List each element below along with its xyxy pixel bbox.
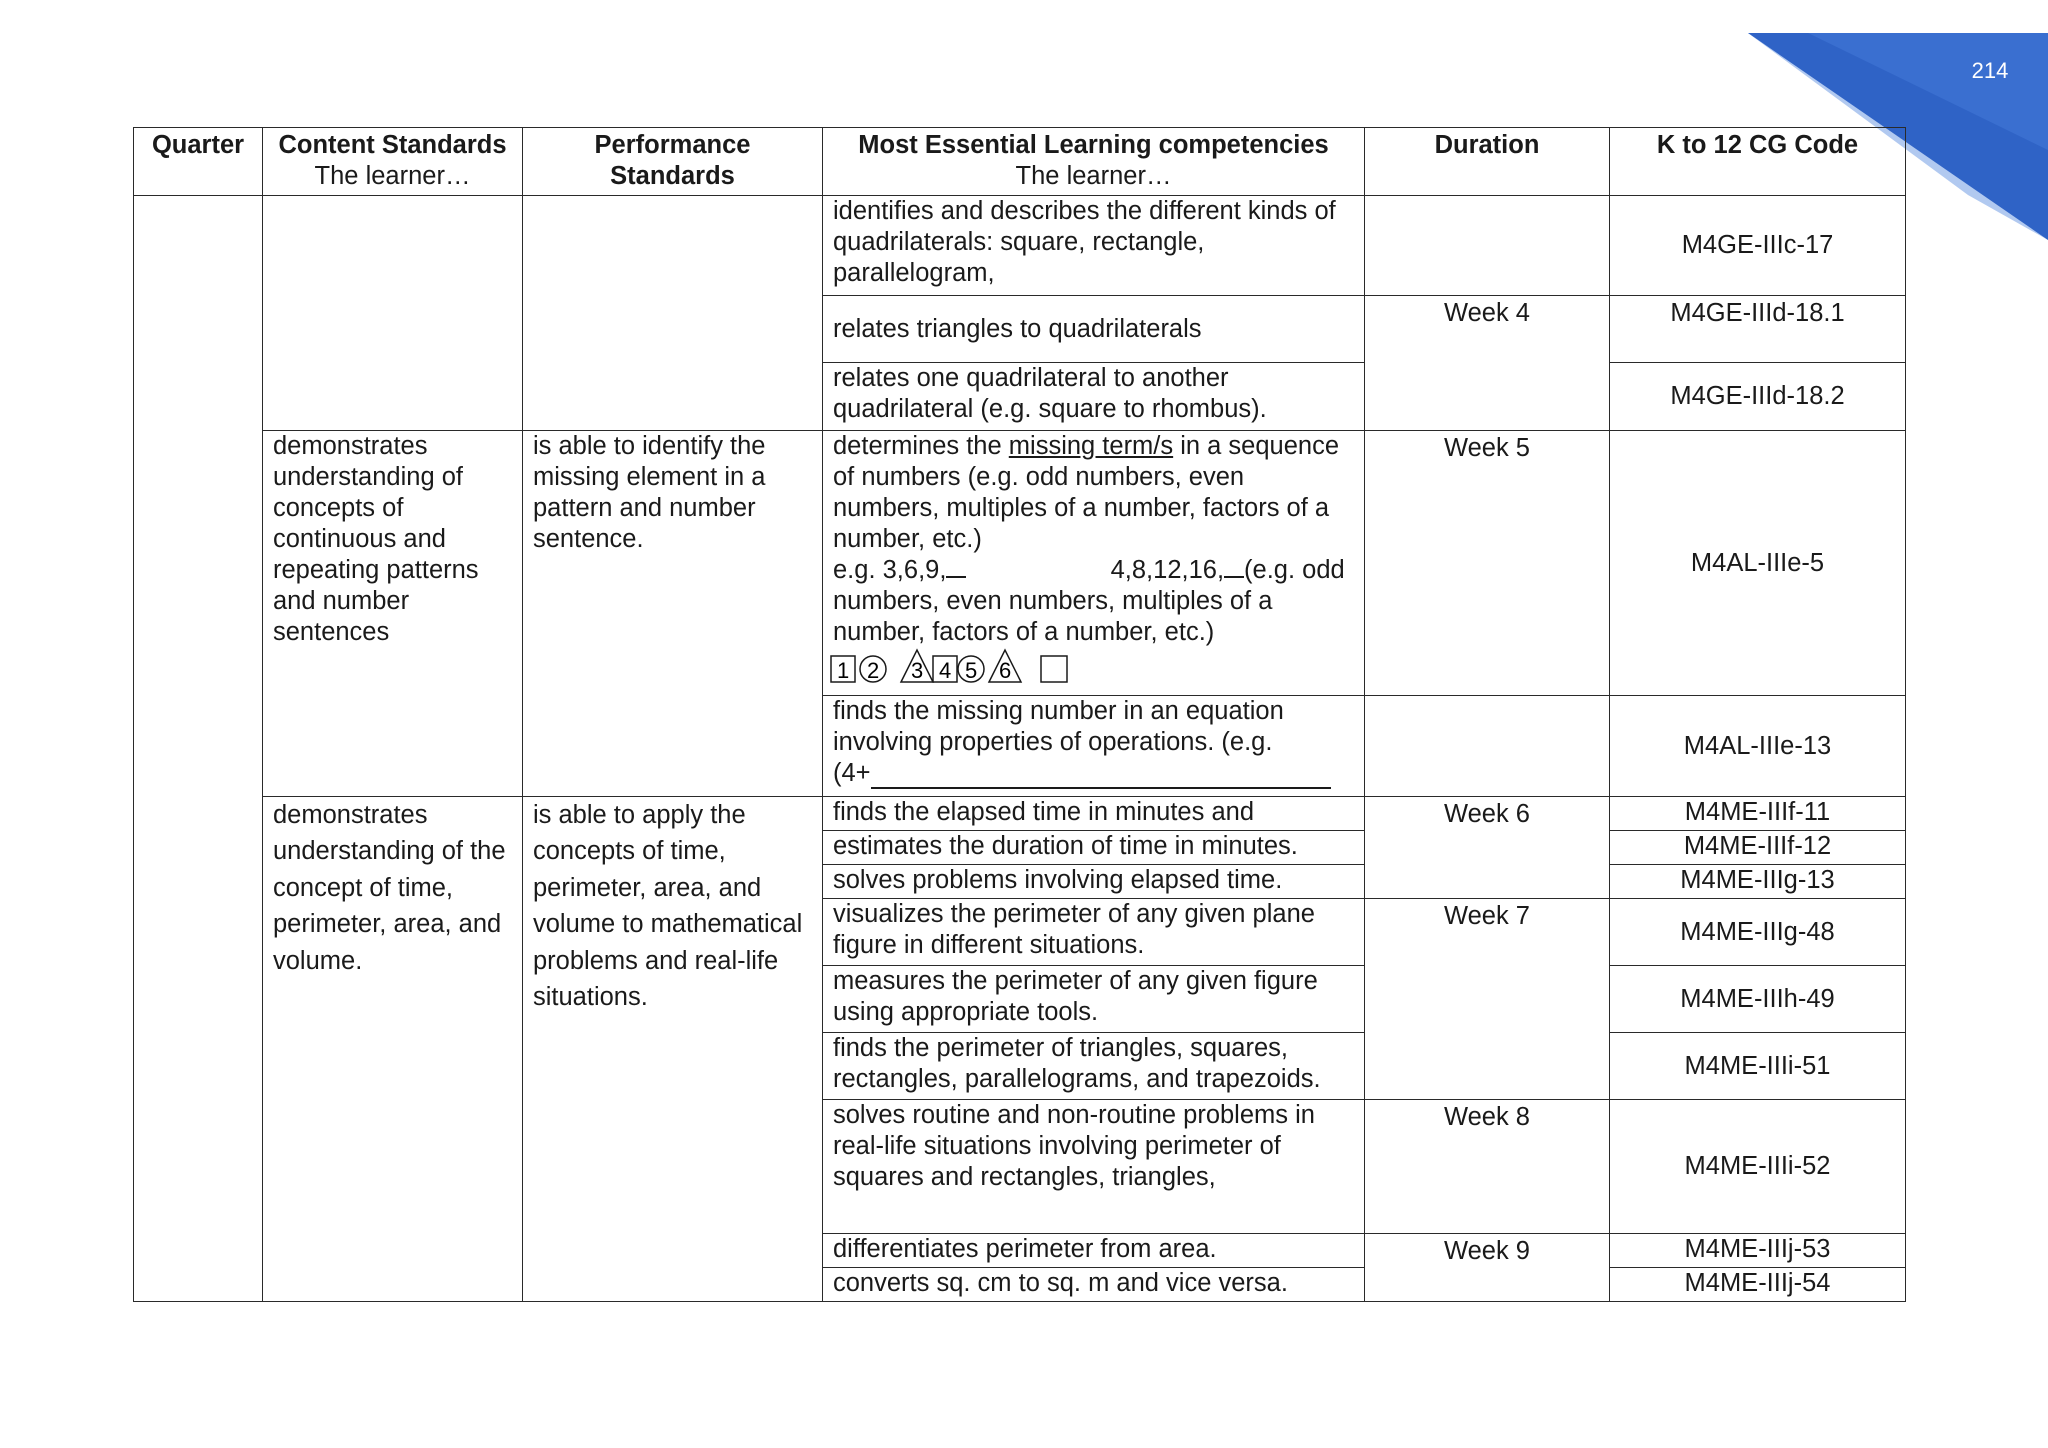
- duration-cell-empty: [1365, 196, 1610, 296]
- pattern-shapes: [833, 648, 1354, 684]
- shape-number: 2: [867, 658, 880, 683]
- performance-standard-cell: is able to identify the missing element in a pattern and number sentence.: [523, 431, 823, 797]
- code-cell: M4ME-IIIg-48: [1610, 899, 1906, 966]
- melc-cell: identifies and describes the different kinds of quadrilaterals: square, rectangle, parallelogram,: [823, 196, 1365, 296]
- header-performance-standards: Performance Standards: [523, 128, 823, 196]
- code-cell: M4ME-IIIf-11: [1610, 797, 1906, 831]
- shape-number: 3: [911, 658, 924, 683]
- duration-cell: Week 5: [1365, 431, 1610, 696]
- table-row: [134, 431, 1906, 696]
- header-duration: Duration: [1365, 128, 1610, 196]
- melc-cell: measures the perimeter of any given figure using appropriate tools.: [823, 966, 1365, 1033]
- code-cell: M4GE-IIId-18.2: [1610, 363, 1906, 431]
- code-cell: M4GE-IIId-18.1: [1610, 296, 1906, 363]
- code-cell: M4ME-IIIi-51: [1610, 1033, 1906, 1100]
- performance-standard-cell: is able to apply the concepts of time, perimeter, area, and volume to mathematical problems and real-life situations.: [523, 797, 823, 1302]
- duration-cell: Week 8: [1365, 1100, 1610, 1234]
- header-content-standards: Content Standards The learner…: [263, 128, 523, 196]
- duration-cell: Week 6: [1365, 797, 1610, 899]
- code-cell: M4AL-IIIe-13: [1610, 696, 1906, 797]
- melc-cell: visualizes the perimeter of any given plane figure in different situations.: [823, 899, 1365, 966]
- melc-cell: finds the elapsed time in minutes and: [823, 797, 1365, 831]
- melc-cell: finds the perimeter of triangles, squares, rectangles, parallelograms, and trapezoids.: [823, 1033, 1365, 1100]
- shape-number: 6: [999, 658, 1012, 683]
- shape-number: 1: [837, 658, 850, 683]
- table-row: [134, 797, 1906, 831]
- header-melc: Most Essential Learning competencies The learner…: [823, 128, 1365, 196]
- melc-cell: relates triangles to quadrilaterals: [823, 296, 1365, 363]
- code-cell: M4ME-IIIg-13: [1610, 865, 1906, 899]
- code-cell: M4ME-IIIj-54: [1610, 1268, 1906, 1302]
- header-row: [134, 128, 1906, 196]
- melc-cell: estimates the duration of time in minutes.: [823, 831, 1365, 865]
- header-quarter: Quarter: [134, 128, 263, 196]
- melc-cell: determines the missing term/s in a sequence of numbers (e.g. odd numbers, even numbers, multiples of a number, factors of a number, etc.) e.g. 3,6,9, 4,8,12,16, (e.g. odd numbers, even numbers, multiples of a number, factors of a number, etc.) 1 2 3 4 5 6: [823, 431, 1365, 696]
- page-number: 214: [1971, 58, 2009, 83]
- melc-cell: solves problems involving elapsed time.: [823, 865, 1365, 899]
- duration-cell: Week 7: [1365, 899, 1610, 1100]
- curriculum-table: [133, 127, 1906, 1302]
- table-row: [134, 196, 1906, 296]
- shape-number: 4: [939, 658, 952, 683]
- quarter-cell: [134, 196, 263, 1302]
- melc-cell: solves routine and non-routine problems in real-life situations involving perimeter of squares and rectangles, triangles,: [823, 1100, 1365, 1234]
- header-code: K to 12 CG Code: [1610, 128, 1906, 196]
- content-standard-cell: demonstrates understanding of the concept of time, perimeter, area, and volume.: [263, 797, 523, 1302]
- melc-cell: finds the missing number in an equation involving properties of operations. (e.g. (4+: [823, 696, 1365, 797]
- melc-cell: differentiates perimeter from area.: [823, 1234, 1365, 1268]
- code-cell: M4ME-IIIj-53: [1610, 1234, 1906, 1268]
- code-cell: M4ME-IIIi-52: [1610, 1100, 1906, 1234]
- shape-number: 5: [965, 658, 978, 683]
- duration-cell: Week 4: [1365, 296, 1610, 431]
- melc-cell: converts sq. cm to sq. m and vice versa.: [823, 1268, 1365, 1302]
- content-cell-empty: [263, 196, 523, 431]
- code-cell: M4ME-IIIh-49: [1610, 966, 1906, 1033]
- performance-cell-empty: [523, 196, 823, 431]
- code-cell: M4GE-IIIc-17: [1610, 196, 1906, 296]
- duration-cell: Week 9: [1365, 1234, 1610, 1302]
- content-standard-cell: demonstrates understanding of concepts of continuous and repeating patterns and number sentences: [263, 431, 523, 797]
- duration-cell-empty: [1365, 696, 1610, 797]
- code-cell: M4ME-IIIf-12: [1610, 831, 1906, 865]
- melc-cell: relates one quadrilateral to another quadrilateral (e.g. square to rhombus).: [823, 363, 1365, 431]
- code-cell: M4AL-IIIe-5: [1610, 431, 1906, 696]
